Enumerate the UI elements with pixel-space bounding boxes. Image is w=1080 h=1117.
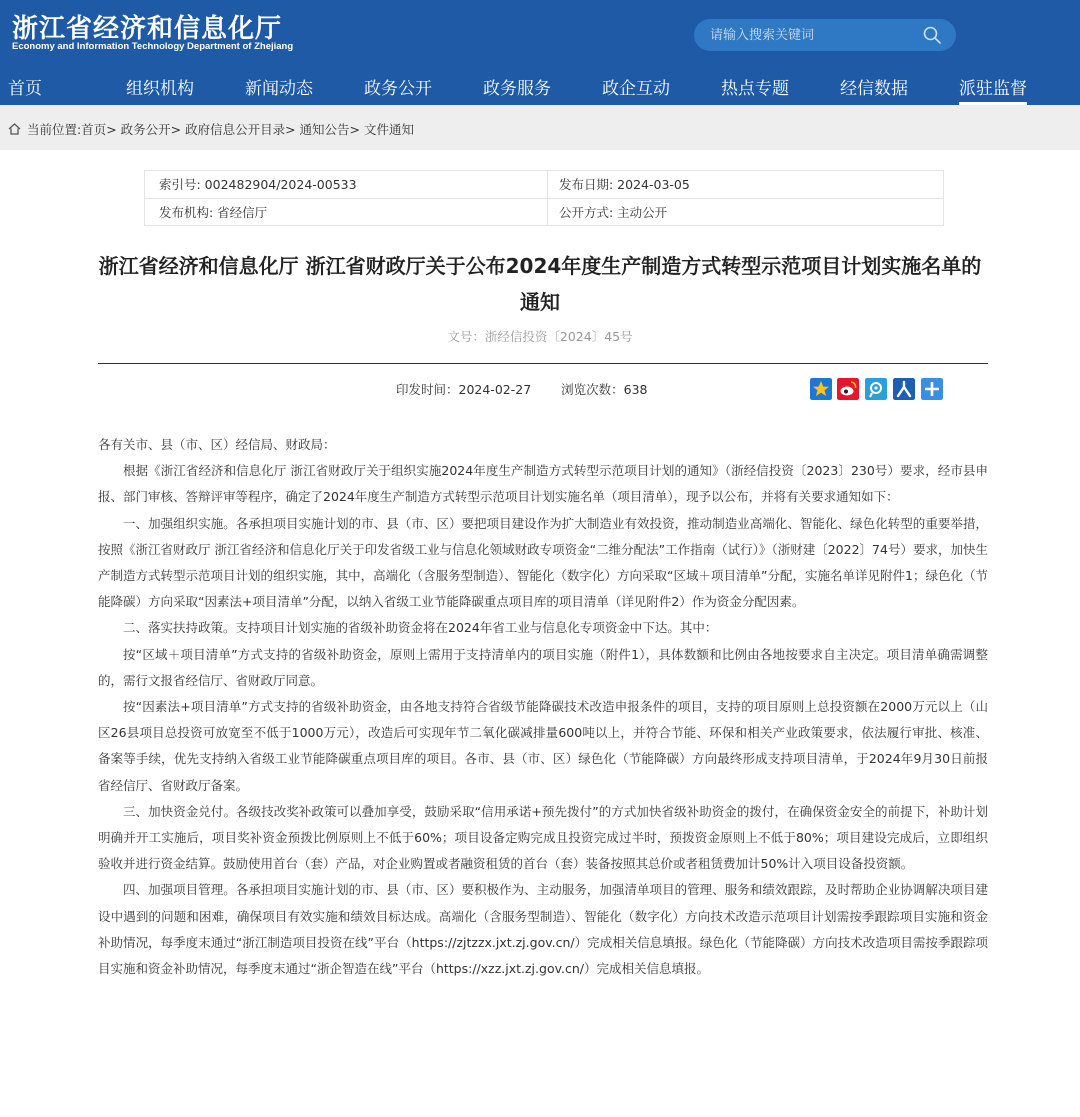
open-method: 公开方式: 主动公开: [547, 199, 667, 226]
print-time: 印发时间：2024-02-27: [396, 382, 532, 397]
nav-item-gov-services[interactable]: 政务服务: [483, 79, 551, 99]
doc-info-table: [144, 170, 944, 226]
weibo-icon[interactable]: [837, 378, 859, 400]
nav-item-organization[interactable]: 组织机构: [126, 79, 194, 99]
view-count: 浏览次数：638: [561, 382, 648, 397]
body-paragraph: 四、加强项目管理。各承担项目实施计划的市、县（市、区）要积极作为、主动服务，加强清单项目的管理、服务和绩效跟踪，及时帮助企业协调解决项目建设中遇到的问题和困难，确保项目有效实施和绩效目标达成。高端化（含服务型制造）、智能化（数字化）方向技术改造示范项目计划需按季跟踪项目实施和资金补助情况，每季度末通过“浙江制造项目投资在线”平台（https://zjtzzx.jxt.zj.gov.cn/）完成相关信息填报。绿色化（节能降碳）方向技术改造项目需按季跟踪项目实施和资金补助情况，每季度末通过“浙企智造在线”平台（https://xzz.jxt.zj.gov.cn/）完成相关信息填报。: [98, 882, 988, 977]
nav-item-gov-affairs-open[interactable]: 政务公开: [364, 79, 432, 99]
body-paragraph: 按“区域＋项目清单”方式支持的省级补助资金，原则上需用于支持清单内的项目实施（附件1），具体数额和比例由各地按要求自主决定。项目清单确需调整的，需行文报省经信厅、省财政厅同意。: [98, 646, 988, 688]
body-paragraph: 根据《浙江省经济和信息化厅 浙江省财政厅关于组织实施2024年度生产制造方式转型示范项目计划的通知》（浙经信投资〔2023〕230号）要求，经市县申报、部门审核、答辩评审等程序，确定了2024年度生产制造方式转型示范项目计划实施名单（项目清单），现予以公布，并将有关要求通知如下：: [98, 463, 988, 505]
body-paragraph: 二、落实扶持政策。支持项目计划实施的省级补助资金将在2024年省工业与信息化专项资金中下达。其中：: [123, 620, 718, 636]
title-divider: [98, 363, 988, 364]
qzone-star-icon[interactable]: [810, 378, 832, 400]
nav-item-supervision[interactable]: 派驻监督: [959, 74, 1027, 105]
breadcrumb-text[interactable]: 当前位置:首页> 政务公开> 政府信息公开目录> 通知公告> 文件通知: [27, 122, 415, 137]
body-paragraph: 一、加强组织实施。各承担项目实施计划的市、县（市、区）要把项目建设作为扩大制造业有效投资，推动制造业高端化、智能化、绿色化转型的重要举措，按照《浙江省财政厅 浙江省经济和信息化厅关于印发省级工业与信息化领域财政专项资金“二维分配法”工作指南（试行）》（浙财建〔2022〕74号）要求，加快生产制造方式转型示范项目计划的组织实施，其中，高端化（含服务型制造）、智能化（数字化）方向采取“区域＋项目清单”分配，实施名单详见附件1；绿色化（节能降碳）方向采取“因素法+项目清单”分配，以纳入省级工业节能降碳重点项目库的项目清单（详见附件2）作为资金分配因素。: [98, 515, 988, 610]
document-number: 文号：浙经信投资〔2024〕45号: [447, 329, 633, 344]
site-logo-title[interactable]: 浙江省经济和信息化厅: [12, 14, 283, 44]
nav-item-interaction[interactable]: 政企互动: [602, 79, 670, 99]
search-box: [694, 19, 956, 51]
article-meta: [396, 380, 648, 398]
index-number: 索引号: 002482904/2024-00533: [159, 177, 357, 192]
nav-item-news[interactable]: 新闻动态: [245, 79, 313, 99]
article-title: 浙江省经济和信息化厅 浙江省财政厅关于公布2024年度生产制造方式转型示范项目计划实施名单的通知: [98, 254, 982, 314]
search-input[interactable]: [694, 19, 914, 51]
body-paragraph: 按“因素法+项目清单”方式支持的省级补助资金，由各地支持符合省级节能降碳技术改造申报条件的项目，支持的项目原则上总投资额在2000万元以上（山区26县项目总投资可放宽至不低于1000万元），改造后可实现年节二氧化碳减排量600吨以上，并符合节能、环保和相关产业政策要求，依法履行审批、核准、备案等手续，优先支持纳入省级工业节能降碳重点项目库的项目。各市、县（市、区）绿色化（节能降碳）方向最终形成支持项目清单，于2024年9月30日前报省经信厅、省财政厅备案。: [98, 699, 988, 793]
salutation: 各有关市、县（市、区）经信局、财政局：: [98, 437, 336, 452]
article-body: [98, 432, 988, 982]
search-icon[interactable]: [922, 25, 942, 45]
nav-item-home[interactable]: 首页: [8, 79, 42, 99]
main-nav: [0, 68, 1080, 105]
site-header: [0, 0, 1080, 105]
info-row: [145, 199, 943, 226]
body-paragraph: 三、加快资金兑付。各级技改奖补政策可以叠加享受，鼓励采取“信用承诺+预先拨付”的方式加快省级补助资金的拨付，在确保资金安全的前提下，补助计划明确并开工实施后，项目奖补资金预拨比例原则上不低于60%；项目设备定购完成且投资完成过半时，预拨资金原则上不低于80%；项目建设完成后，立即组织验收并进行资金结算。鼓励使用首台（套）产品，对企业购置或者融资租赁的首台（套）装备按照其总价或者租赁费加计50%计入项目设备投资额。: [98, 803, 988, 872]
nav-item-hot-topics[interactable]: 热点专题: [721, 79, 789, 99]
site-logo-subtitle: Economy and Information Technology Department of Zhejiang: [12, 41, 294, 52]
publisher: 发布机构: 省经信厅: [159, 205, 268, 220]
info-row: [145, 171, 943, 199]
nav-item-data[interactable]: 经信数据: [840, 79, 908, 99]
home-icon: [8, 123, 21, 135]
breadcrumb: [8, 120, 414, 138]
breadcrumb-bar: [0, 105, 1080, 150]
more-share-icon[interactable]: [921, 378, 943, 400]
publish-date: 发布日期: 2024-03-05: [547, 171, 690, 198]
renren-icon[interactable]: [893, 378, 915, 400]
tencent-weibo-icon[interactable]: [865, 378, 887, 400]
